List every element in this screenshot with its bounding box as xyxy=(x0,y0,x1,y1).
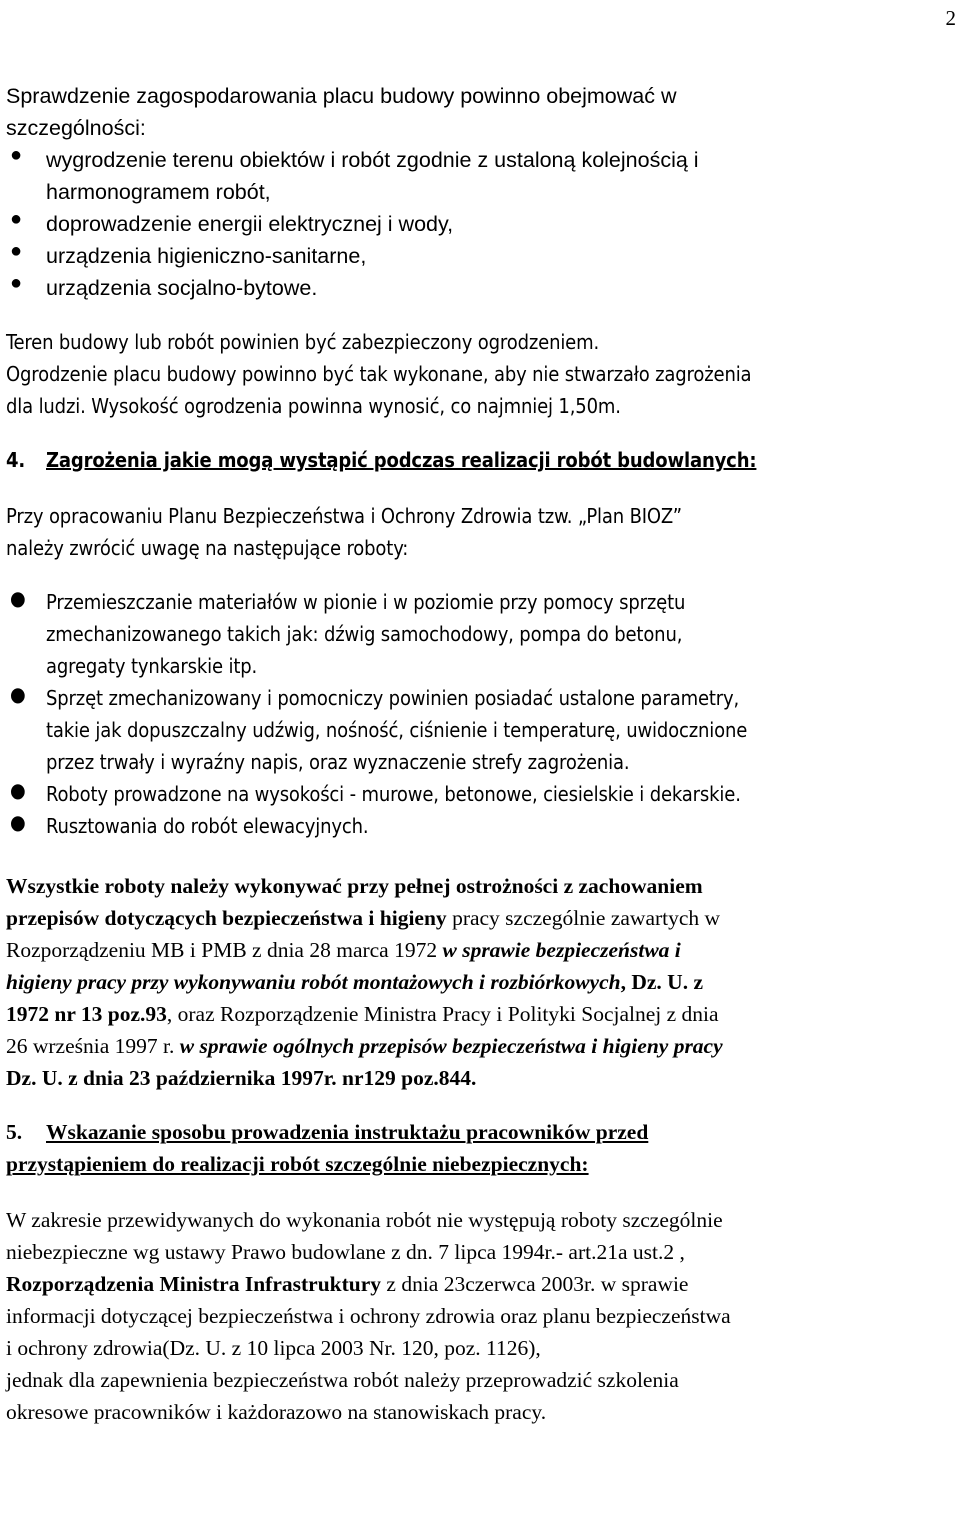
plain-text: 26 września 1997 r. xyxy=(6,1034,180,1058)
list-item-line: przez trwały i wyraźny napis, oraz wyznaczenie strefy zagrożenia. xyxy=(46,750,630,774)
paragraph-line: W zakresie przewidywanych do wykonania robót nie występują roboty szczególnie xyxy=(6,1208,723,1232)
bullet-icon: ● xyxy=(10,778,26,802)
paragraph-line: Przy opracowaniu Planu Bezpieczeństwa i Ochrony Zdrowia tzw. „Plan BIOZ” xyxy=(6,504,682,528)
bold-italic-text: w sprawie ogólnych przepisów bezpieczeństwa i higieny pracy xyxy=(179,1034,723,1058)
intro-line: szczególności: xyxy=(6,116,146,140)
bold-text: przepisów dotyczących bezpieczeństwa i higieny xyxy=(6,906,447,930)
list-item-line: Przemieszczanie materiałów w pionie i w poziomie przy pomocy sprzętu xyxy=(46,590,686,614)
list-item-line: takie jak dopuszczalny udźwig, nośność, ciśnienie i temperaturę, uwidocznione xyxy=(46,718,748,742)
bullet-icon: ● xyxy=(10,682,26,706)
fence-paragraph xyxy=(6,326,956,422)
list-item-line: harmonogramem robót, xyxy=(46,180,271,204)
list-item xyxy=(6,586,956,682)
paragraph-line: Dz. U. z dnia 23 października 1997r. nr129 poz.844. xyxy=(6,1066,477,1090)
list-item xyxy=(6,810,956,842)
training-paragraph xyxy=(6,1204,956,1428)
bold-text: , Dz. U. z xyxy=(620,970,703,994)
paragraph-line xyxy=(6,902,956,934)
section-title: Wskazanie sposobu prowadzenia instruktażu pracowników przed xyxy=(46,1120,649,1144)
paragraph-line: Teren budowy lub robót powinien być zabezpieczony ogrodzeniem. xyxy=(6,330,600,354)
list-item xyxy=(6,682,956,778)
list-item-line: doprowadzenie energii elektrycznej i wody, xyxy=(46,212,454,236)
intro-line: Sprawdzenie zagospodarowania placu budowy powinno obejmować w xyxy=(6,84,677,108)
paragraph-line xyxy=(6,998,956,1030)
safety-paragraph xyxy=(6,870,956,1094)
paragraph-line: Ogrodzenie placu budowy powinno być tak wykonane, aby nie stwarzało zagrożenia xyxy=(6,362,752,386)
list-item-line: urządzenia higieniczno-sanitarne, xyxy=(46,244,367,268)
list-item-line: urządzenia socjalno-bytowe. xyxy=(46,276,318,300)
bullet-icon: ● xyxy=(10,272,23,294)
page-number: 2 xyxy=(945,6,956,30)
bullet-icon: ● xyxy=(10,208,23,230)
paragraph-line: okresowe pracowników i każdorazowo na stanowiskach pracy. xyxy=(6,1400,547,1424)
section-number: 4. xyxy=(6,448,26,472)
section-number: 5. xyxy=(6,1120,23,1144)
bullet-icon: ● xyxy=(10,144,23,166)
hazard-bullet-list xyxy=(6,586,956,842)
bold-italic-text: w sprawie bezpieczeństwa i xyxy=(442,938,681,962)
plain-text: Rozporządzeniu MB i PMB z dnia 28 marca 1972 xyxy=(6,938,443,962)
paragraph-line: dla ludzi. Wysokość ogrodzenia powinna wynosić, co najmniej 1,50m. xyxy=(6,394,621,418)
paragraph-line: należy zwrócić uwagę na następujące roboty: xyxy=(6,536,409,560)
list-item xyxy=(6,144,956,208)
paragraph-line: i ochrony zdrowia(Dz. U. z 10 lipca 2003 Nr. 120, poz. 1126), xyxy=(6,1336,541,1360)
bullet-icon: ● xyxy=(10,240,23,262)
bold-text: 1972 nr 13 poz.93 xyxy=(6,1002,167,1026)
section-title-continued: przystąpieniem do realizacji robót szczególnie niebezpiecznych: xyxy=(6,1152,589,1176)
list-item-line: agregaty tynkarskie itp. xyxy=(46,654,258,678)
list-item-line: zmechanizowanego takich jak: dźwig samochodowy, pompa do betonu, xyxy=(46,622,683,646)
bullet-icon: ● xyxy=(10,586,26,610)
paragraph-line xyxy=(6,934,956,966)
list-item xyxy=(6,240,956,272)
section-heading xyxy=(6,1116,956,1148)
list-item-line: Sprzęt zmechanizowany i pomocniczy powinien posiadać ustalone parametry, xyxy=(46,686,740,710)
plain-text: z dnia 23czerwca 2003r. w sprawie xyxy=(381,1272,689,1296)
paragraph-line: jednak dla zapewnienia bezpieczeństwa robót należy przeprowadzić szkolenia xyxy=(6,1368,679,1392)
bold-italic-text: higieny pracy przy wykonywaniu robót montażowych i rozbiórkowych xyxy=(6,970,621,994)
list-item xyxy=(6,778,956,810)
plain-text: , oraz Rozporządzenie Ministra Pracy i Polityki Socjalnej z dnia xyxy=(166,1002,719,1026)
list-item xyxy=(6,272,956,304)
list-item-line: wygrodzenie terenu obiektów i robót zgodnie z ustaloną kolejnością i xyxy=(46,148,699,172)
list-item xyxy=(6,208,956,240)
section-heading xyxy=(6,444,956,476)
intro-bullet-list xyxy=(6,144,956,304)
paragraph-line: Wszystkie roboty należy wykonywać przy pełnej ostrożności z zachowaniem xyxy=(6,874,703,898)
bold-text: Rozporządzenia Ministra Infrastruktury xyxy=(6,1272,382,1296)
paragraph-line xyxy=(6,1030,956,1062)
paragraph-line: informacji dotyczącej bezpieczeństwa i ochrony zdrowia oraz planu bezpieczeństwa xyxy=(6,1304,731,1328)
bullet-icon: ● xyxy=(10,810,26,834)
paragraph-line xyxy=(6,966,956,998)
plain-text: pracy szczególnie zawartych w xyxy=(446,906,721,930)
list-item-line: Rusztowania do robót elewacyjnych. xyxy=(46,814,369,838)
section-title: Zagrożenia jakie mogą wystąpić podczas realizacji robót budowlanych: xyxy=(46,448,757,472)
document-body xyxy=(6,80,956,1428)
paragraph-line: niebezpieczne wg ustawy Prawo budowlane z dn. 7 lipca 1994r.- art.21a ust.2 , xyxy=(6,1240,685,1264)
list-item-line: Roboty prowadzone na wysokości - murowe, betonowe, ciesielskie i dekarskie. xyxy=(46,782,741,806)
paragraph-line xyxy=(6,1268,956,1300)
